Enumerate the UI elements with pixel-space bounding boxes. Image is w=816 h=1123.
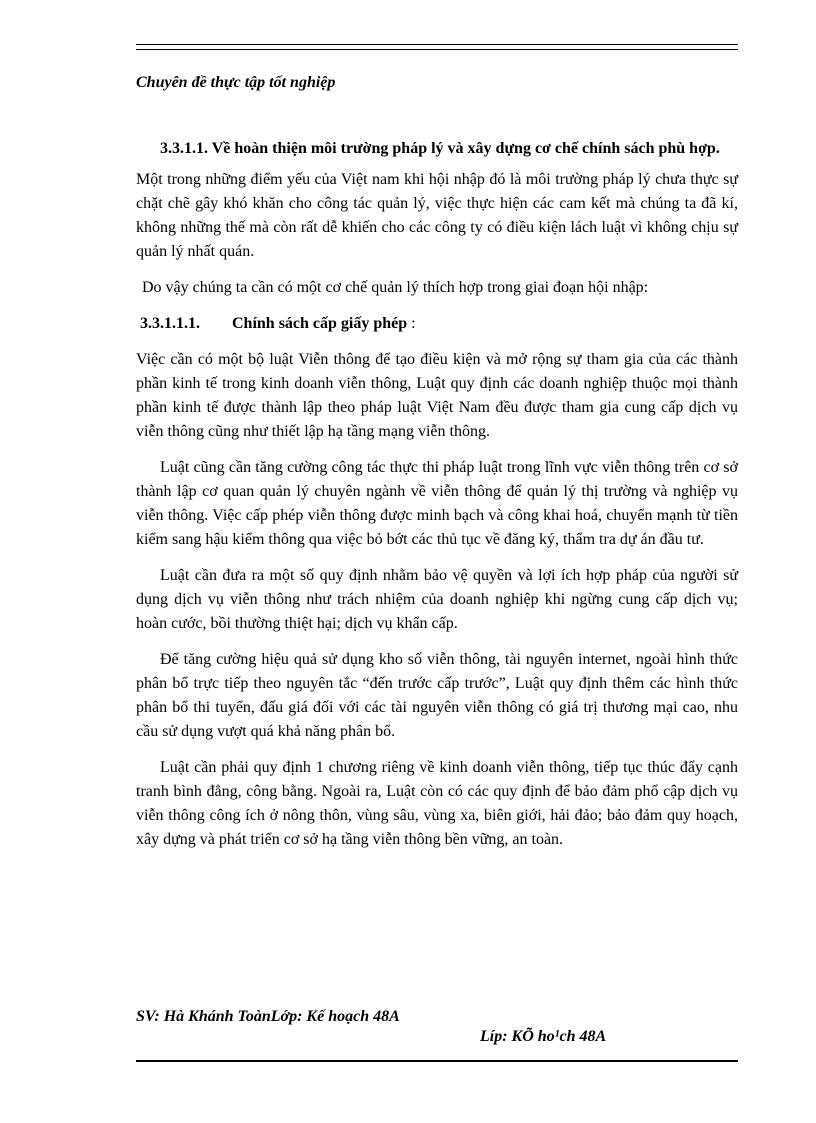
body-paragraph: Luật cũng cần tăng cường công tác thực thi pháp luật trong lĩnh vực viễn thông trên cơ sở thành lập cơ quan quản lý chuyên ngành về viễn thông để quản lý thị trường và nghiệp vụ viễn thông. Việc cấp phép viễn thông được minh bạch và công khai hoá, chuyển mạnh từ tiền kiểm sang hậu kiểm thông qua việc bỏ bớt các thủ tục về đăng ký, thẩm tra dự án đầu tư. [136,459,738,548]
footer-class: Líp: KÕ ho¹ch 48A [480,1028,607,1045]
subsection-number: 3.3.1.1.1. [140,315,200,332]
body-paragraph: Luật cần đưa ra một số quy định nhằm bảo vệ quyền và lợi ích hợp pháp của người sử dụng dịch vụ viễn thông như trách nhiệm của doanh nghiệp khi ngừng cung cấp dịch vụ; hoàn cước, bồi thường thiệt hại; dịch vụ khẩn cấp. [136,567,738,632]
subsection-suffix: : [407,315,416,332]
section-heading: 3.3.1.1. Về hoàn thiện môi trường pháp lý và xây dựng cơ chế chính sách phù hợp. [160,140,720,157]
header-title: Chuyên đề thực tập tốt nghiệp [136,74,336,91]
header-double-rule [136,44,738,50]
footer-student: SV: Hà Khánh ToànLớp: Kế hoạch 48A [136,1008,400,1025]
body-paragraph: Luật cần phải quy định 1 chương riêng về kinh doanh viễn thông, tiếp tục thúc đẩy cạnh tranh bình đẳng, công bằng. Ngoài ra, Luật còn có các quy định để bảo đảm phổ cập dịch vụ viễn thông công ích ở nông thôn, vùng sâu, vùng xa, biên giới, hải đảo; bảo đảm quy hoạch, xây dựng và phát triển cơ sở hạ tầng viễn thông bền vững, an toàn. [136,759,738,848]
subsection-heading [136,312,738,336]
document-body [136,136,738,864]
body-paragraph: Để tăng cường hiệu quả sử dụng kho số viễn thông, tài nguyên internet, ngoài hình thức phân bổ trực tiếp theo nguyên tắc “đến trước cấp trước”, Luật quy định thêm các hình thức phân bổ thi tuyển, đấu giá đối với các tài nguyên viễn thông có giá trị thương mại cao, nhu cầu sử dụng vượt quá khả năng phân bổ. [136,651,738,740]
footer-rule [136,1060,738,1062]
body-paragraph: Việc cần có một bộ luật Viễn thông để tạo điều kiện và mở rộng sự tham gia của các thành phần kinh tế trong kinh doanh viễn thông, Luật quy định các doanh nghiệp thuộc mọi thành phần kinh tế được thành lập theo pháp luật Việt Nam đều được tham gia cung cấp dịch vụ viễn thông cũng như thiết lập hạ tầng mạng viễn thông. [136,351,738,440]
lead-paragraph: Do vậy chúng ta cần có một cơ chế quản lý thích hợp trong giai đoạn hội nhập: [142,279,649,296]
intro-paragraph: Một trong những điểm yếu của Việt nam khi hội nhập đó là môi trường pháp lý chưa thực sự chặt chẽ gây khó khăn cho công tác quản lý, việc thực hiện các cam kết mà chúng ta đã kí, không những thế mà còn rất dễ khiến cho các công ty có điều kiện lách luật vì không chịu sự quản lý nhất quán. [136,171,738,260]
subsection-title: Chính sách cấp giấy phép [232,315,408,332]
